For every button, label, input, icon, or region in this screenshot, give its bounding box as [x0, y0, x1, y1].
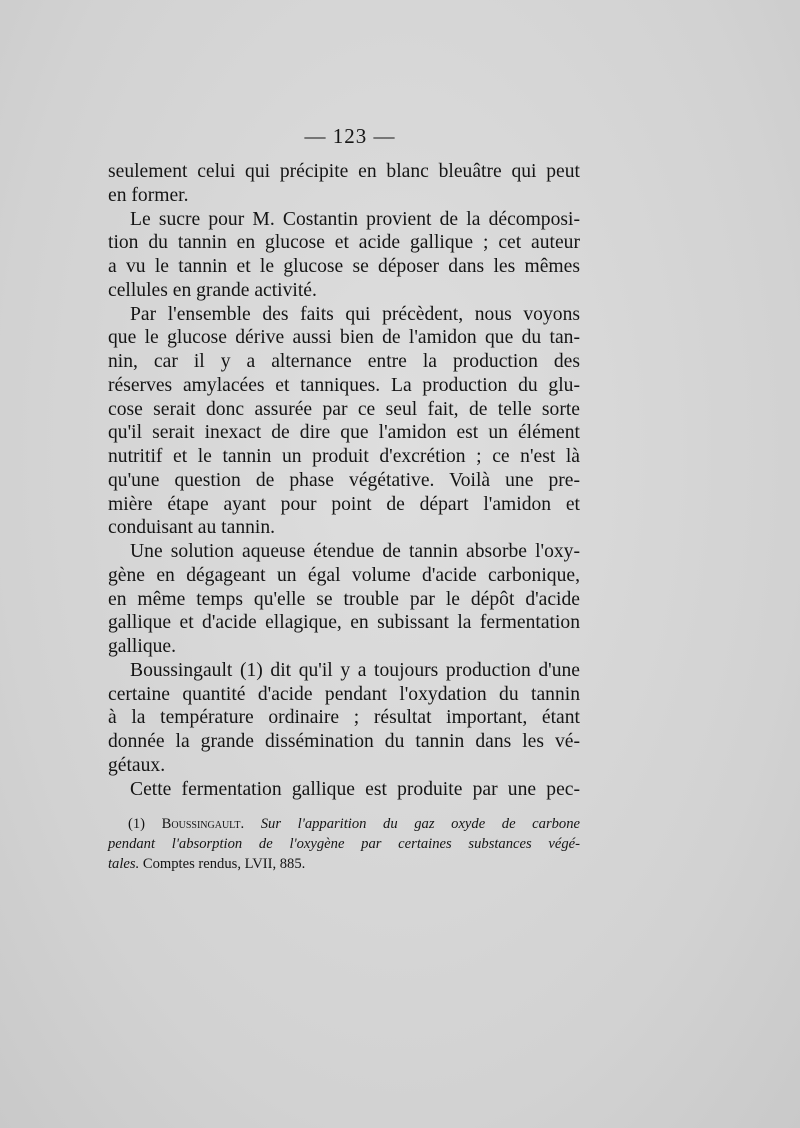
footnote-marker: (1)	[128, 816, 146, 832]
footnote	[108, 814, 580, 874]
text-line: Boussingault (1) dit qu'il y a toujours production d'une	[130, 659, 580, 681]
footnote-title: pendant l'absorption de l'oxygène par certaines substances végé-	[108, 836, 580, 852]
text-line: seulement celui qui précipite en blanc bleuâtre qui peut	[108, 161, 580, 182]
text-line: gallique et d'acide ellagique, en subissant la fermentation	[108, 612, 580, 634]
page-number: — 123 —	[304, 124, 396, 148]
text-line: à la température ordinaire ; résultat important, étant	[108, 707, 580, 729]
text-line: nin, car il y a alternance entre la production des	[108, 351, 580, 372]
text-line: cellules en grande activité.	[108, 279, 317, 301]
text-line: cose serait donc assurée par ce seul fait, de telle sorte	[108, 398, 580, 420]
footnote-title: Sur l'apparition du gaz oxyde de carbone	[260, 816, 581, 832]
text-line: Cette fermentation gallique est produite par une pec-	[130, 778, 580, 800]
text-line: gène en dégageant un égal volume d'acide carbonique,	[108, 564, 580, 586]
text-line: en même temps qu'elle se trouble par le dépôt d'acide	[108, 588, 580, 610]
text-line: Le sucre pour M. Costantin provient de la décomposi-	[130, 208, 580, 230]
text-line: gétaux.	[108, 754, 166, 776]
text-line: réserves amylacées et tanniques. La production du glu-	[108, 374, 580, 396]
text-line: Par l'ensemble des faits qui précèdent, nous voyons	[130, 303, 580, 325]
text-line: conduisant au tannin.	[108, 517, 276, 539]
text-line: gallique.	[108, 636, 177, 657]
footnote-line	[108, 854, 580, 874]
text-line: qu'une question de phase végétative. Voilà une pre-	[108, 469, 580, 491]
footnote-title: tales.	[108, 856, 140, 872]
text-line: en former.	[108, 184, 189, 206]
text-line: Une solution aqueuse étendue de tannin absorbe l'oxy-	[130, 541, 580, 562]
body-text	[108, 160, 580, 801]
text-line: nutritif et le tannin un produit d'excrétion ; ce n'est là	[108, 446, 580, 467]
text-line: a vu le tannin et le glucose se déposer dans les mêmes	[108, 256, 580, 277]
footnote-source: Comptes rendus, LVII, 885.	[142, 856, 306, 872]
text-line: mière étape ayant pour point de départ l'amidon et	[108, 493, 580, 515]
text-line: certaine quantité d'acide pendant l'oxydation du tannin	[108, 683, 580, 705]
footnote-author: Boussingault.	[161, 816, 245, 832]
footnote-line	[108, 814, 580, 834]
text-line: qu'il serait inexact de dire que l'amidon est un élément	[108, 422, 580, 444]
text-line: que le glucose dérive aussi bien de l'amidon que du tan-	[108, 327, 580, 349]
text-line: tion du tannin en glucose et acide gallique ; cet auteur	[108, 232, 580, 254]
text-line: donnée la grande dissémination du tannin dans les vé-	[108, 731, 580, 752]
